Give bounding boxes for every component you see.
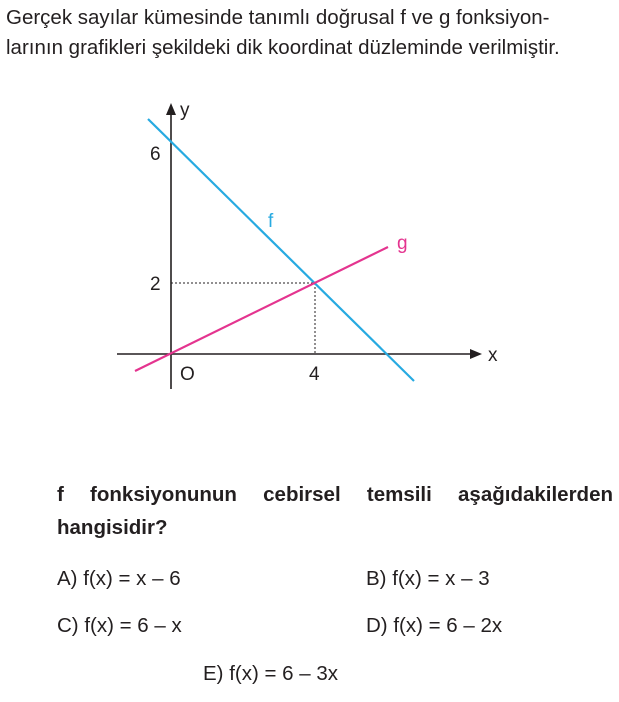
question-text bbox=[57, 478, 613, 544]
x-axis-arrow-icon bbox=[470, 349, 482, 359]
x-axis-label: x bbox=[488, 345, 498, 366]
question-line-2: hangisidir? bbox=[57, 516, 168, 539]
line-f bbox=[148, 119, 414, 381]
option-b[interactable]: B) f(x) = x – 3 bbox=[366, 567, 490, 590]
y-axis-arrow-icon bbox=[166, 103, 176, 115]
x-tick-label: 4 bbox=[309, 364, 320, 385]
option-a[interactable]: A) f(x) = x – 6 bbox=[57, 567, 181, 590]
f-line-label: f bbox=[268, 211, 274, 232]
g-line-label: g bbox=[397, 233, 408, 254]
line-g bbox=[135, 247, 388, 371]
option-c[interactable]: C) f(x) = 6 – x bbox=[57, 614, 182, 637]
option-e[interactable]: E) f(x) = 6 – 3x bbox=[203, 662, 339, 685]
intro-line-1: Gerçek sayılar kümesinde tanımlı doğrusal f ve g fonksiyon- bbox=[6, 6, 550, 29]
origin-label: O bbox=[180, 364, 195, 385]
y-tick-label-mid: 2 bbox=[150, 274, 161, 295]
option-d[interactable]: D) f(x) = 6 – 2x bbox=[366, 614, 503, 637]
intro-line-2: larının grafikleri şekildeki dik koordinat düzleminde verilmiştir. bbox=[6, 36, 560, 59]
y-axis-label: y bbox=[180, 100, 190, 121]
y-tick-label-high: 6 bbox=[150, 144, 161, 165]
question-line-1: f fonksiyonunun cebirsel temsili aşağıdakilerden bbox=[57, 483, 613, 506]
